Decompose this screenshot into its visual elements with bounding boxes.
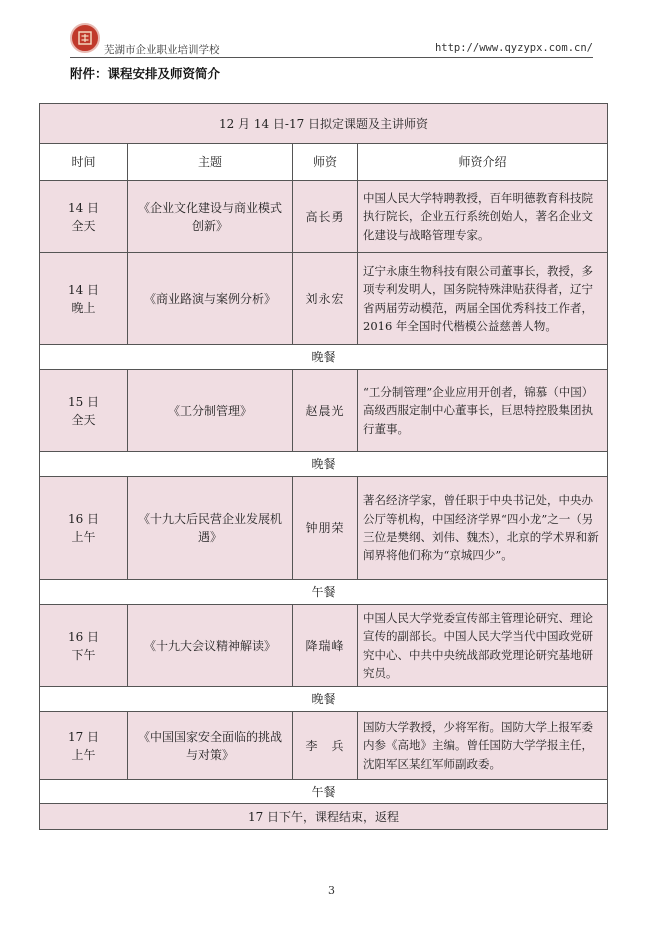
intro-cell: 中国人民大学特聘教授，百年明德教育科技院执行院长，企业五行系统创始人，著名企业文化建设与战略管理专家。 — [358, 181, 608, 253]
website-url[interactable]: http://www.qyzypx.com.cn/ — [434, 42, 593, 54]
meal-row — [40, 780, 608, 804]
intro-cell: 著名经济学家，曾任职于中央书记处，中央办公厅等机构，中国经济学界“四小龙”之一（另三位是樊纲、刘伟、魏杰），北京的学术界和新闻界将他们称为“京城四少”。 — [358, 477, 608, 580]
header-divider — [70, 57, 593, 58]
page-header — [0, 0, 663, 62]
school-seal-icon — [70, 23, 100, 53]
topic-cell: 《十九大会议精神解读》 — [128, 605, 293, 687]
table-header-row — [40, 144, 608, 181]
time-period: 全天 — [71, 412, 96, 427]
time-day: 17 日 — [67, 729, 100, 744]
meal-row — [40, 345, 608, 370]
time-period: 全天 — [71, 218, 96, 233]
meal-label: 晚餐 — [40, 345, 608, 370]
teacher-cell: 李 兵 — [293, 712, 358, 780]
topic-cell: 《十九大后民营企业发展机遇》 — [128, 477, 293, 580]
topic-cell: 《中国国家安全面临的挑战与对策》 — [128, 712, 293, 780]
ending-row — [40, 804, 608, 830]
meal-row — [40, 687, 608, 712]
time-day: 14 日 — [67, 200, 100, 215]
topic-cell: 《企业文化建设与商业模式创新》 — [128, 181, 293, 253]
intro-cell: 中国人民大学党委宣传部主管理论研究、理论宣传的副部长。中国人民大学当代中国政党研究中心、中共中央统战部政党理论研究基地研究员。 — [358, 605, 608, 687]
meal-label: 晚餐 — [40, 687, 608, 712]
time-cell — [40, 477, 128, 580]
page-number: 3 — [328, 884, 335, 897]
time-period: 上午 — [71, 530, 96, 544]
time-day: 16 日 — [67, 629, 100, 644]
meal-label: 晚餐 — [40, 452, 608, 477]
time-day: 15 日 — [67, 394, 100, 409]
meal-label: 午餐 — [40, 780, 608, 804]
time-day: 16 日 — [67, 512, 100, 526]
time-period: 晚上 — [71, 300, 96, 315]
intro-cell: 辽宁永康生物科技有限公司董事长，教授，多项专利发明人，国务院特殊津贴获得者，辽宁省两届劳动模范，两届全国优秀科技工作者，2016 年全国时代楷模公益慈善人物。 — [358, 253, 608, 345]
teacher-cell: 赵晨光 — [293, 370, 358, 452]
teacher-cell: 降瑞峰 — [293, 605, 358, 687]
attachment-title: 附件：课程安排及师资简介 — [70, 66, 221, 81]
school-name: 芜湖市企业职业培训学校 — [104, 44, 220, 56]
time-cell — [40, 605, 128, 687]
header-time: 时间 — [40, 144, 128, 181]
topic-cell: 《工分制管理》 — [128, 370, 293, 452]
intro-cell: “工分制管理”企业应用开创者，锦慕（中国）高级西服定制中心董事长，巨思特控股集团执行董事。 — [358, 370, 608, 452]
time-period: 下午 — [71, 647, 96, 662]
meal-row — [40, 580, 608, 605]
table-title: 12 月 14 日-17 日拟定课题及主讲师资 — [40, 104, 608, 144]
ending-label: 17 日下午，课程结束，返程 — [40, 804, 608, 830]
schedule-table — [39, 103, 608, 830]
table-row — [40, 370, 608, 452]
time-day: 14 日 — [67, 282, 100, 297]
time-cell — [40, 370, 128, 452]
meal-label: 午餐 — [40, 580, 608, 605]
table-row — [40, 712, 608, 780]
time-cell — [40, 712, 128, 780]
header-teacher: 师资 — [293, 144, 358, 181]
header-topic: 主题 — [128, 144, 293, 181]
teacher-cell: 刘永宏 — [293, 253, 358, 345]
time-cell — [40, 253, 128, 345]
table-row — [40, 477, 608, 580]
intro-cell: 国防大学教授，少将军衔。国防大学上报军委内参《高地》主编。曾任国防大学学报主任，沈阳军区某红军师副政委。 — [358, 712, 608, 780]
table-row — [40, 605, 608, 687]
topic-cell: 《商业路演与案例分析》 — [128, 253, 293, 345]
table-row — [40, 253, 608, 345]
meal-row — [40, 452, 608, 477]
teacher-cell: 钟朋荣 — [293, 477, 358, 580]
time-period: 上午 — [71, 747, 96, 762]
time-cell — [40, 181, 128, 253]
header-intro: 师资介绍 — [358, 144, 608, 181]
table-title-row — [40, 104, 608, 144]
teacher-cell: 高长勇 — [293, 181, 358, 253]
table-row — [40, 181, 608, 253]
